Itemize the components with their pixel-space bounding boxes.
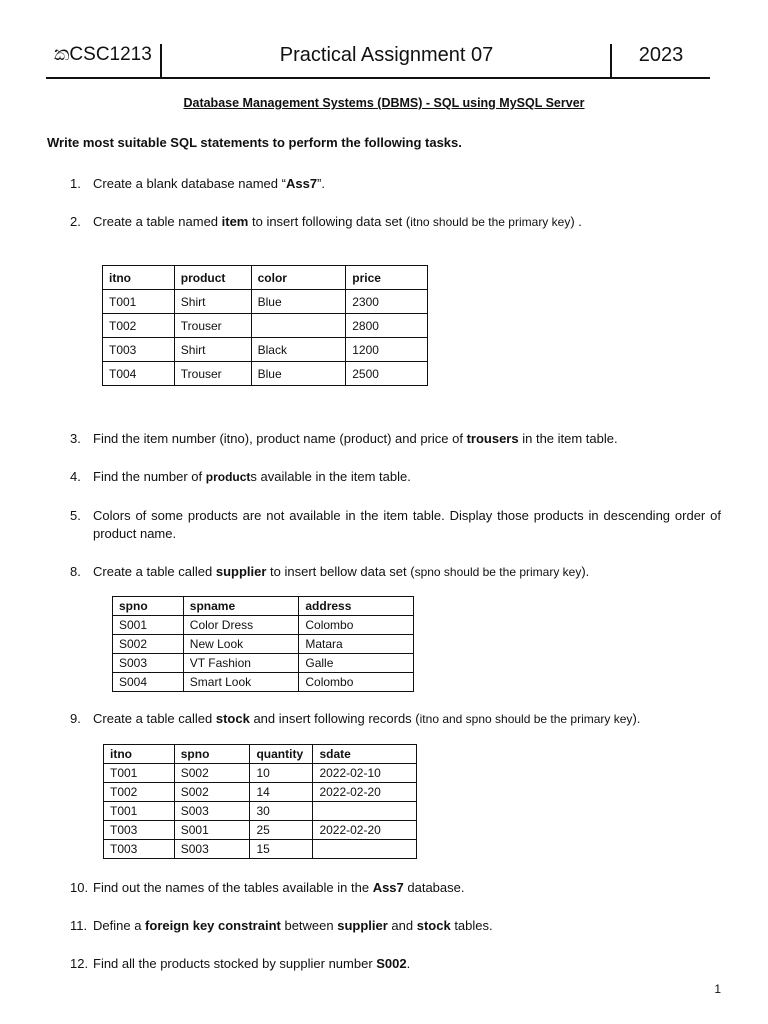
table-cell: Shirt: [174, 290, 251, 314]
table-cell: T003: [104, 840, 175, 859]
table-cell: T001: [103, 290, 175, 314]
table-row: [104, 783, 417, 802]
table-cell: Colombo: [299, 616, 414, 635]
table-cell: [251, 314, 346, 338]
task-text: Create a blank database named “Ass7”.: [93, 176, 325, 191]
table-cell: 2800: [346, 314, 428, 338]
table-cell: S002: [174, 764, 250, 783]
column-header: spname: [183, 597, 299, 616]
table-cell: T003: [103, 338, 175, 362]
table-cell: S001: [113, 616, 184, 635]
task-text: Find all the products stocked by supplier number S002.: [93, 956, 411, 971]
task-number: 12.: [70, 956, 89, 971]
item-table: [102, 265, 428, 386]
table-cell: [313, 840, 417, 859]
table-cell: 25: [250, 821, 313, 840]
document-subtitle: Database Management Systems (DBMS) - SQL using MySQL Server: [183, 96, 585, 110]
table-cell: Colombo: [299, 673, 414, 692]
supplier-table: [112, 596, 414, 692]
table-row: [103, 362, 428, 386]
table-cell: S002: [174, 783, 250, 802]
task-text: Find the item number (itno), product name (product) and price of trousers in the item table.: [93, 431, 618, 446]
table-cell: Galle: [299, 654, 414, 673]
table-cell: T001: [104, 802, 175, 821]
table-row: [104, 840, 417, 859]
task-text: Create a table called stock and insert following records (itno and spno should be the primary key).: [93, 711, 641, 726]
task-text: Create a table called supplier to insert bellow data set (spno should be the primary key).: [93, 564, 590, 579]
column-header: itno: [103, 266, 175, 290]
column-header: price: [346, 266, 428, 290]
header-divider-right: [610, 44, 612, 78]
column-header: address: [299, 597, 414, 616]
table-cell: [313, 802, 417, 821]
task-number: 3.: [70, 431, 81, 446]
table-row: [104, 802, 417, 821]
table-cell: New Look: [183, 635, 299, 654]
column-header: spno: [174, 745, 250, 764]
task-number: 4.: [70, 469, 81, 484]
instructions: Write most suitable SQL statements to perform the following tasks.: [47, 135, 462, 150]
table-cell: 14: [250, 783, 313, 802]
table-cell: S002: [113, 635, 184, 654]
table-row: [104, 764, 417, 783]
table-header-row: [104, 745, 417, 764]
stock-table: [103, 744, 417, 859]
table-cell: S004: [113, 673, 184, 692]
table-cell: S003: [174, 840, 250, 859]
table-row: [103, 338, 428, 362]
table-cell: Blue: [251, 362, 346, 386]
task-text: Colors of some products are not available in the item table. Display those products in descending order of product name.: [93, 508, 721, 541]
table-cell: 10: [250, 764, 313, 783]
table-header-row: [103, 266, 428, 290]
table-cell: S001: [174, 821, 250, 840]
table-cell: Trouser: [174, 362, 251, 386]
table-row: [104, 821, 417, 840]
table-cell: 2022-02-10: [313, 764, 417, 783]
table-cell: Trouser: [174, 314, 251, 338]
column-header: spno: [113, 597, 184, 616]
table-cell: 30: [250, 802, 313, 821]
table-cell: 15: [250, 840, 313, 859]
table-cell: Matara: [299, 635, 414, 654]
table-cell: Shirt: [174, 338, 251, 362]
column-header: color: [251, 266, 346, 290]
table-cell: T002: [104, 783, 175, 802]
task-text: Find out the names of the tables available in the Ass7 database.: [93, 880, 465, 895]
table-cell: S003: [113, 654, 184, 673]
table-cell: S003: [174, 802, 250, 821]
table-cell: 1200: [346, 338, 428, 362]
task-text: Find the number of products available in the item table.: [93, 469, 411, 484]
table-cell: VT Fashion: [183, 654, 299, 673]
table-cell: 2500: [346, 362, 428, 386]
table-cell: Color Dress: [183, 616, 299, 635]
table-row: [103, 290, 428, 314]
page-number: 1: [714, 982, 721, 996]
table-cell: 2022-02-20: [313, 783, 417, 802]
table-cell: Black: [251, 338, 346, 362]
header-divider-left: [160, 44, 162, 78]
task-number: 9.: [70, 711, 81, 726]
task-text: Define a foreign key constraint between supplier and stock tables.: [93, 918, 493, 933]
table-row: [103, 314, 428, 338]
column-header: itno: [104, 745, 175, 764]
task-number: 10.: [70, 880, 89, 895]
table-cell: T001: [104, 764, 175, 783]
table-cell: T003: [104, 821, 175, 840]
table-cell: Smart Look: [183, 673, 299, 692]
page-title: Practical Assignment 07: [279, 44, 494, 66]
task-number: 2.: [70, 214, 81, 229]
header-year: 2023: [638, 44, 684, 66]
table-row: [113, 635, 414, 654]
task-number: 1.: [70, 176, 81, 191]
column-header: product: [174, 266, 251, 290]
table-cell: T002: [103, 314, 175, 338]
column-header: quantity: [250, 745, 313, 764]
table-cell: Blue: [251, 290, 346, 314]
task-number: 11.: [70, 918, 88, 933]
task-text: Create a table named item to insert following data set (itno should be the primary key) .: [93, 214, 582, 229]
task-number: 8.: [70, 564, 81, 579]
table-row: [113, 654, 414, 673]
table-row: [113, 616, 414, 635]
table-cell: T004: [103, 362, 175, 386]
header-rule: [46, 77, 710, 79]
column-header: sdate: [313, 745, 417, 764]
table-cell: 2300: [346, 290, 428, 314]
table-header-row: [113, 597, 414, 616]
table-row: [113, 673, 414, 692]
course-code: කCSC1213: [54, 44, 152, 65]
task-number: 5.: [70, 508, 81, 523]
table-cell: 2022-02-20: [313, 821, 417, 840]
